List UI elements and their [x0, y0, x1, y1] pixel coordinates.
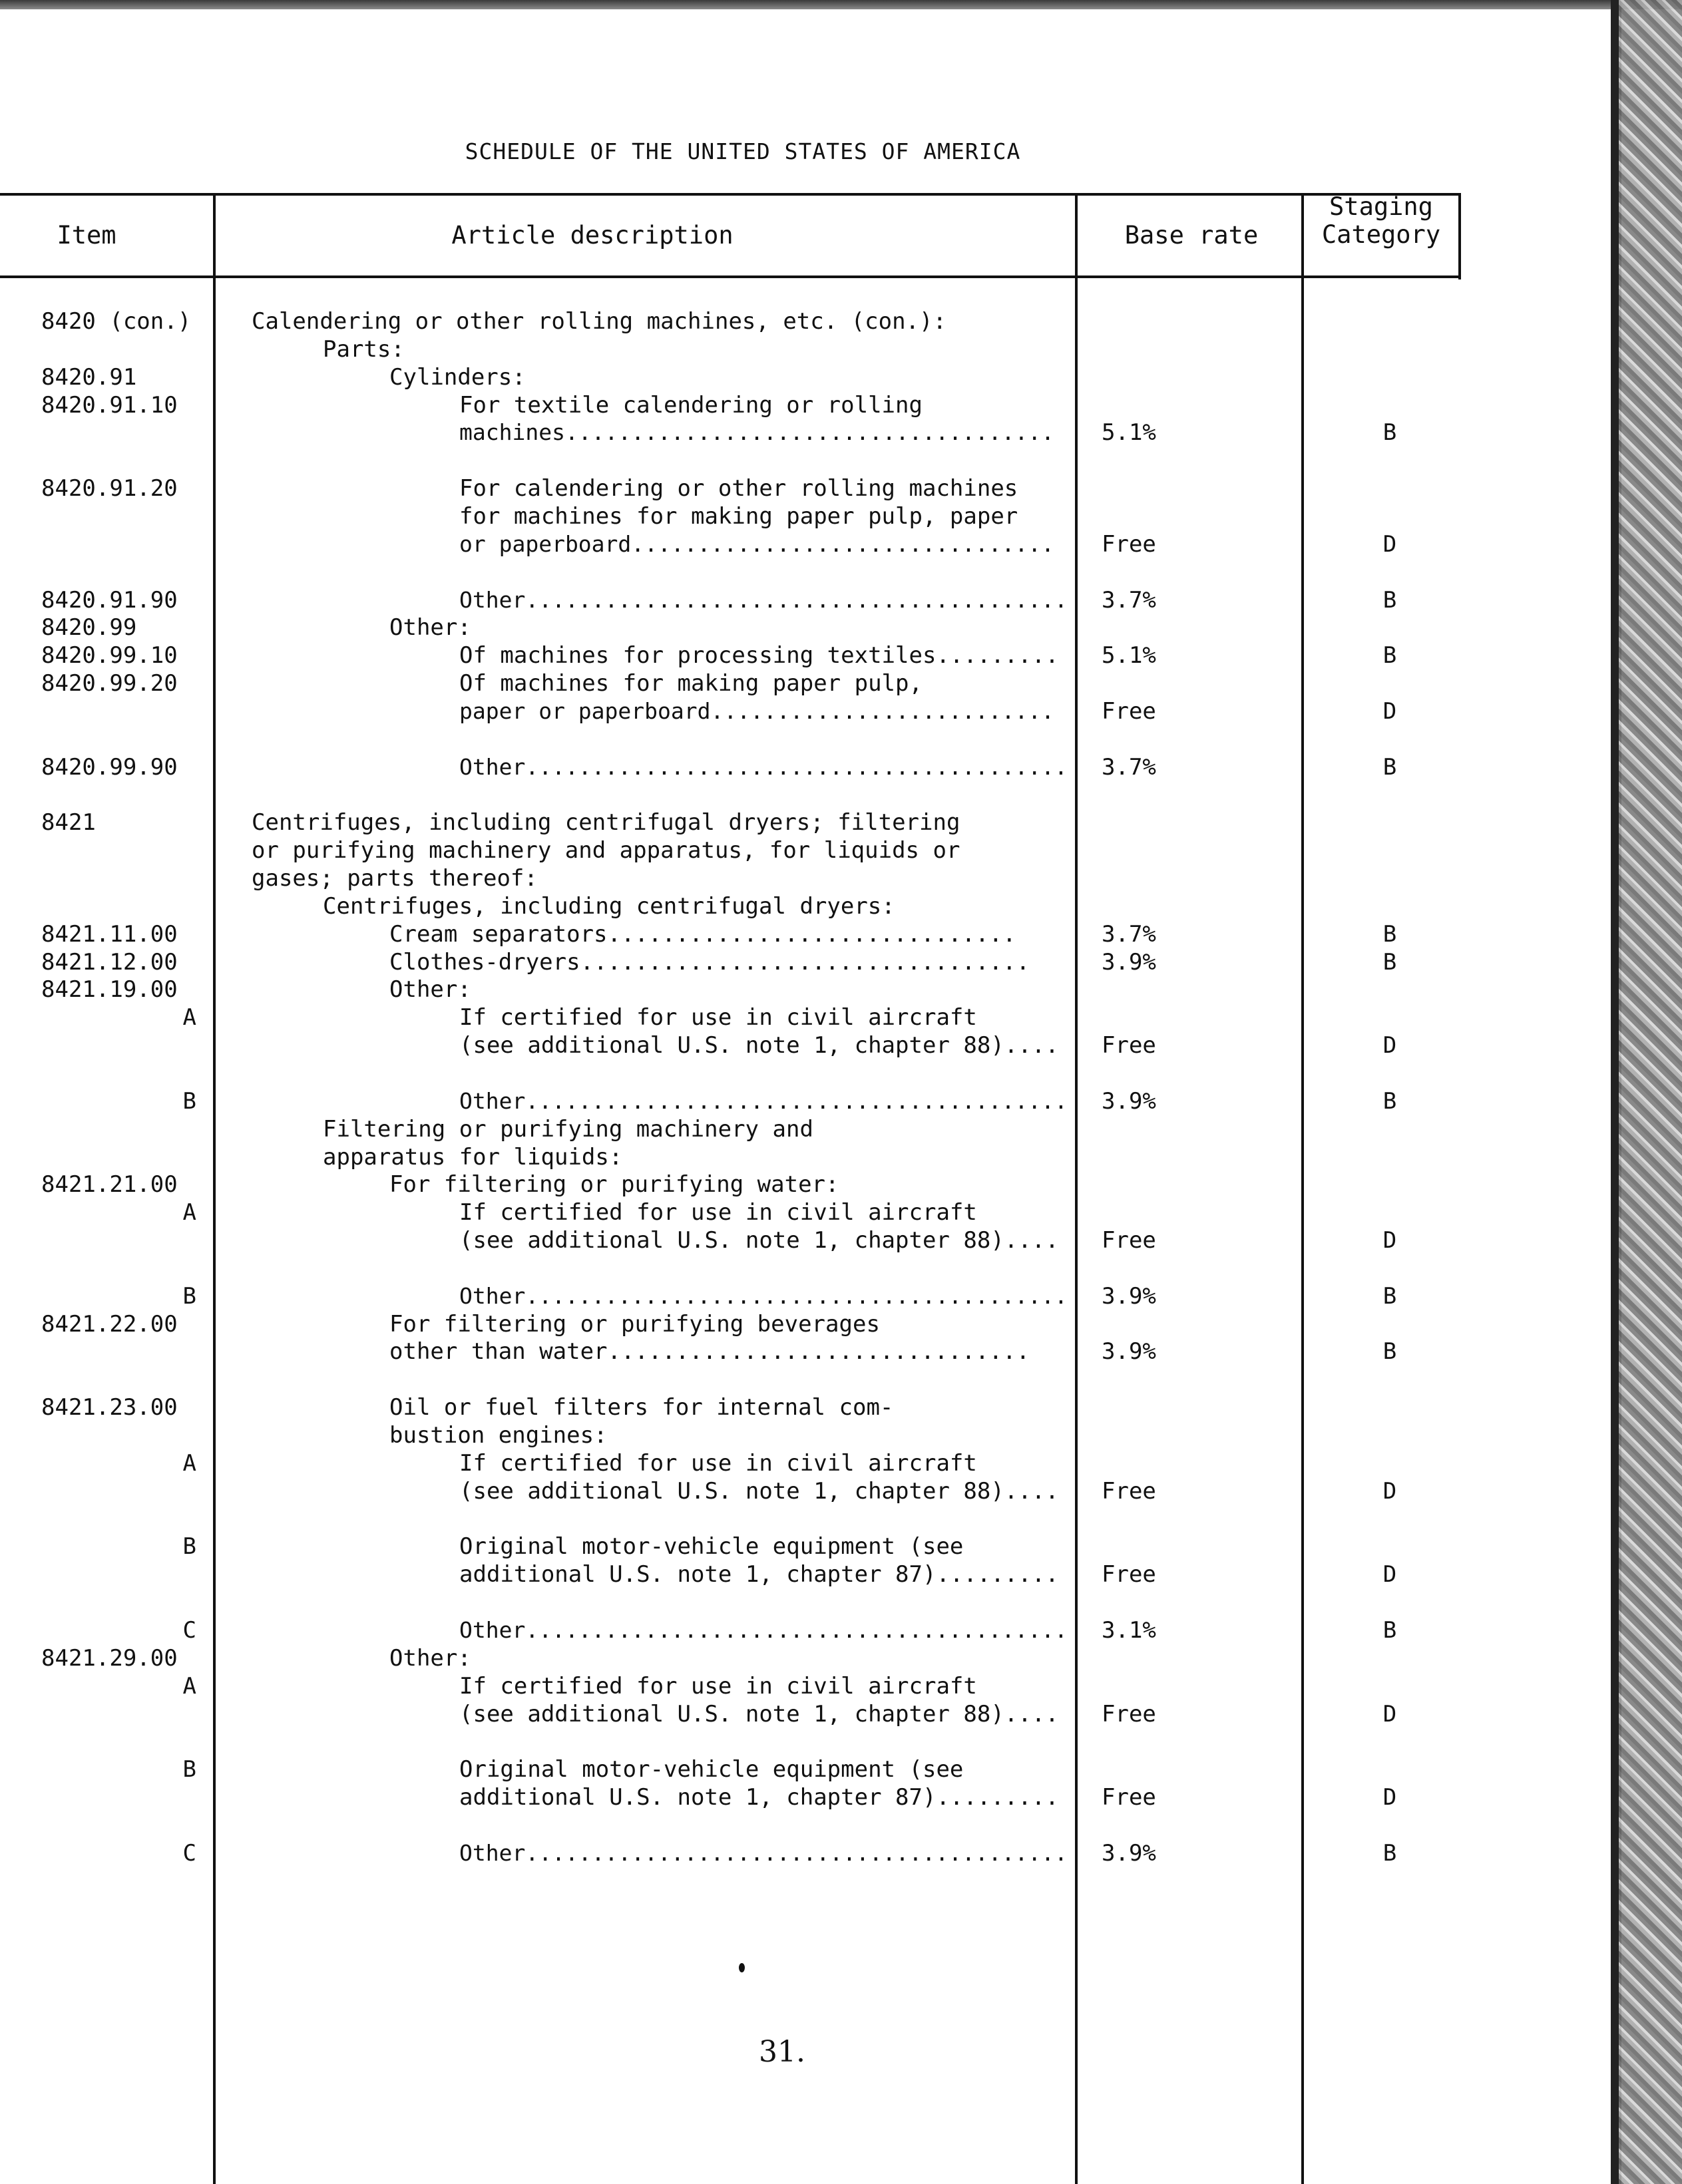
table-row [0, 1171, 1486, 1198]
header-description: Article description [451, 221, 734, 250]
table-row [0, 864, 1486, 892]
item-code: A [182, 1449, 196, 1477]
article-description: Other: [389, 1644, 471, 1672]
article-description: Other......................................... [459, 1087, 1068, 1114]
article-description: or paperboard................................ [459, 530, 1055, 557]
article-description: Cylinders: [389, 363, 526, 391]
item-code: 8421 [41, 809, 96, 836]
table-row [0, 1338, 1486, 1365]
article-description: bustion engines: [389, 1422, 608, 1449]
article-description: If certified for use in civil aircraft [459, 1672, 977, 1700]
table-row [0, 1449, 1486, 1477]
table-row [0, 474, 1486, 502]
article-description: Other......................................... [459, 1616, 1068, 1643]
header-base-rate: Base rate [1124, 221, 1259, 250]
article-description: (see additional U.S. note 1, chapter 88).... [459, 1032, 1059, 1059]
page-number: 31. [759, 2035, 805, 2069]
article-description: machines..................................... [459, 419, 1055, 446]
article-description: apparatus for liquids: [323, 1143, 623, 1171]
page-title: SCHEDULE OF THE UNITED STATES OF AMERICA [465, 138, 1021, 164]
table-row [0, 447, 1486, 474]
article-description: Of machines for processing textiles......... [459, 642, 1059, 669]
article-description: other than water............................... [389, 1338, 1030, 1365]
item-code: B [182, 1087, 196, 1115]
table-row [0, 809, 1486, 836]
base-rate: 5.1% [1102, 642, 1156, 669]
base-rate: Free [1102, 1700, 1156, 1728]
article-description: Cream separators.............................. [389, 920, 1016, 948]
table-row [0, 1728, 1486, 1755]
base-rate: Free [1102, 697, 1156, 725]
table-row [0, 669, 1486, 697]
base-rate: 3.9% [1102, 1338, 1156, 1365]
item-code: C [182, 1839, 196, 1867]
base-rate: Free [1102, 1032, 1156, 1059]
table-row [0, 1421, 1486, 1449]
item-code: 8421.12.00 [41, 948, 178, 976]
table-row [0, 1588, 1486, 1616]
staging-category: D [1382, 697, 1397, 725]
base-rate: Free [1102, 1784, 1156, 1811]
table-row [0, 614, 1486, 641]
article-description: If certified for use in civil aircraft [459, 1199, 977, 1226]
base-rate: 3.7% [1102, 586, 1156, 614]
article-description: (see additional U.S. note 1, chapter 88).... [459, 1227, 1059, 1254]
table-row [0, 1254, 1486, 1282]
item-code: A [182, 1004, 196, 1031]
table-top-rule [0, 193, 1461, 196]
table-row [0, 781, 1486, 809]
table-row [0, 1198, 1486, 1226]
scan-top-edge [0, 0, 1682, 9]
article-description: Clothes-dryers................................. [389, 948, 1030, 976]
item-code: 8420.91.10 [41, 391, 178, 419]
table-row [0, 335, 1486, 363]
article-description: paper or paperboard.......................... [459, 697, 1055, 724]
table-row [0, 725, 1486, 753]
table-row [0, 1059, 1486, 1087]
staging-category: D [1382, 1227, 1397, 1254]
column-divider-staging [1458, 193, 1461, 279]
article-description: Other......................................... [459, 1282, 1068, 1309]
item-code: A [182, 1672, 196, 1700]
header-item: Item [57, 221, 116, 250]
staging-category: B [1382, 920, 1397, 948]
item-code: 8420.99.10 [41, 642, 178, 669]
item-code: 8420.91.90 [41, 586, 178, 614]
article-description: Oil or fuel filters for internal com- [389, 1394, 894, 1421]
table-row [0, 1644, 1486, 1672]
table-row [0, 892, 1486, 920]
table-row [0, 976, 1486, 1003]
item-code: 8421.21.00 [41, 1171, 178, 1198]
header-bottom-rule [0, 275, 1461, 278]
item-code: 8421.29.00 [41, 1644, 178, 1672]
article-description: additional U.S. note 1, chapter 87)......... [459, 1561, 1059, 1588]
item-code: B [182, 1533, 196, 1560]
base-rate: 3.9% [1102, 1087, 1156, 1115]
base-rate: Free [1102, 530, 1156, 558]
table-row [0, 1533, 1486, 1560]
staging-category: D [1382, 1784, 1397, 1811]
article-description: Parts: [323, 335, 405, 363]
table-row [0, 530, 1486, 558]
article-description: If certified for use in civil aircraft [459, 1004, 977, 1031]
article-description: Other......................................... [459, 586, 1068, 613]
base-rate: Free [1102, 1477, 1156, 1505]
base-rate: 3.7% [1102, 920, 1156, 948]
item-code: 8421.19.00 [41, 976, 178, 1003]
table-row [0, 419, 1486, 447]
table-row [0, 1115, 1486, 1143]
table-row [0, 1003, 1486, 1031]
base-rate: 3.9% [1102, 1839, 1156, 1867]
staging-category: D [1382, 1032, 1397, 1059]
article-description: additional U.S. note 1, chapter 87)......... [459, 1784, 1059, 1811]
table-row [0, 391, 1486, 419]
article-description: For filtering or purifying beverages [389, 1310, 880, 1338]
article-description: Original motor-vehicle equipment (see [459, 1756, 964, 1783]
table-row [0, 1616, 1486, 1644]
item-code: 8421.23.00 [41, 1394, 178, 1421]
article-description: Original motor-vehicle equipment (see [459, 1533, 964, 1560]
base-rate: 5.1% [1102, 419, 1156, 447]
table-row [0, 1783, 1486, 1811]
article-description: Calendering or other rolling machines, etc. (con.): [252, 308, 946, 335]
table-row [0, 697, 1486, 725]
base-rate: 3.9% [1102, 1282, 1156, 1310]
table-row [0, 1700, 1486, 1728]
article-description: For calendering or other rolling machines [459, 475, 1018, 502]
table-row [0, 948, 1486, 976]
table-row [0, 836, 1486, 864]
base-rate: Free [1102, 1227, 1156, 1254]
item-code: B [182, 1282, 196, 1310]
base-rate: Free [1102, 1561, 1156, 1588]
article-description: Of machines for making paper pulp, [459, 670, 923, 697]
article-description: Centrifuges, including centrifugal dryers: [323, 892, 895, 920]
base-rate: 3.9% [1102, 948, 1156, 976]
table-row [0, 1839, 1486, 1867]
item-code: B [182, 1756, 196, 1783]
staging-category: B [1382, 1839, 1397, 1867]
item-code: 8420.99.90 [41, 753, 178, 781]
staging-category: B [1382, 1282, 1397, 1310]
table-row [0, 558, 1486, 586]
article-description: If certified for use in civil aircraft [459, 1449, 977, 1477]
header-staging-line2: Category [1321, 220, 1441, 249]
article-description: Other: [389, 614, 471, 641]
table-row [0, 502, 1486, 530]
table-row [0, 1477, 1486, 1505]
staging-category: B [1382, 642, 1397, 669]
article-description: Other: [389, 976, 471, 1003]
staging-category: B [1382, 753, 1397, 781]
article-description: or purifying machinery and apparatus, for liquids or [252, 837, 960, 864]
table-row [0, 1505, 1486, 1533]
article-description: for machines for making paper pulp, paper [459, 502, 1018, 530]
table-row [0, 1393, 1486, 1421]
table-row [0, 1226, 1486, 1254]
staging-category: D [1382, 1561, 1397, 1588]
staging-category: B [1382, 419, 1397, 447]
table-row [0, 1811, 1486, 1839]
base-rate: 3.1% [1102, 1616, 1156, 1644]
table-row [0, 1087, 1486, 1115]
speck [739, 1963, 745, 1972]
staging-category: D [1382, 1477, 1397, 1505]
table-row [0, 1672, 1486, 1700]
article-description: Other......................................... [459, 1839, 1068, 1866]
staging-category: D [1382, 1700, 1397, 1728]
table-row [0, 641, 1486, 669]
table-row [0, 1755, 1486, 1783]
item-code: C [182, 1616, 196, 1644]
article-description: (see additional U.S. note 1, chapter 88).... [459, 1700, 1059, 1728]
table-row [0, 920, 1486, 948]
item-code: 8420.91.20 [41, 475, 178, 502]
article-description: For textile calendering or rolling [459, 391, 923, 419]
table-row [0, 1310, 1486, 1338]
item-code: 8420.99.20 [41, 670, 178, 697]
table-row [0, 1560, 1486, 1588]
article-description: Centrifuges, including centrifugal dryers; filtering [252, 809, 960, 836]
item-code: 8421.22.00 [41, 1310, 178, 1338]
item-code: 8420.99 [41, 614, 137, 641]
staging-category: B [1382, 1338, 1397, 1365]
table-row [0, 1365, 1486, 1393]
table-row [0, 1031, 1486, 1059]
article-description: Other......................................... [459, 753, 1068, 780]
table-row [0, 753, 1486, 781]
header-staging-line1: Staging [1329, 192, 1433, 221]
base-rate: 3.7% [1102, 753, 1156, 781]
item-code: 8420 (con.) [41, 308, 192, 335]
staging-category: B [1382, 948, 1397, 976]
staging-category: D [1382, 530, 1397, 558]
article-description: gases; parts thereof: [252, 865, 538, 892]
table-row [0, 1143, 1486, 1171]
staging-category: B [1382, 586, 1397, 614]
staging-category: B [1382, 1616, 1397, 1644]
item-code: 8421.11.00 [41, 920, 178, 948]
item-code: A [182, 1199, 196, 1226]
table-row [0, 363, 1486, 391]
table-row [0, 307, 1486, 335]
table-row [0, 1282, 1486, 1310]
staging-category: B [1382, 1087, 1397, 1115]
article-description: For filtering or purifying water: [389, 1171, 839, 1198]
table-row [0, 586, 1486, 614]
article-description: (see additional U.S. note 1, chapter 88).... [459, 1477, 1059, 1505]
item-code: 8420.91 [41, 363, 137, 391]
scan-right-edge [1619, 0, 1682, 2184]
article-description: Filtering or purifying machinery and [323, 1115, 813, 1143]
